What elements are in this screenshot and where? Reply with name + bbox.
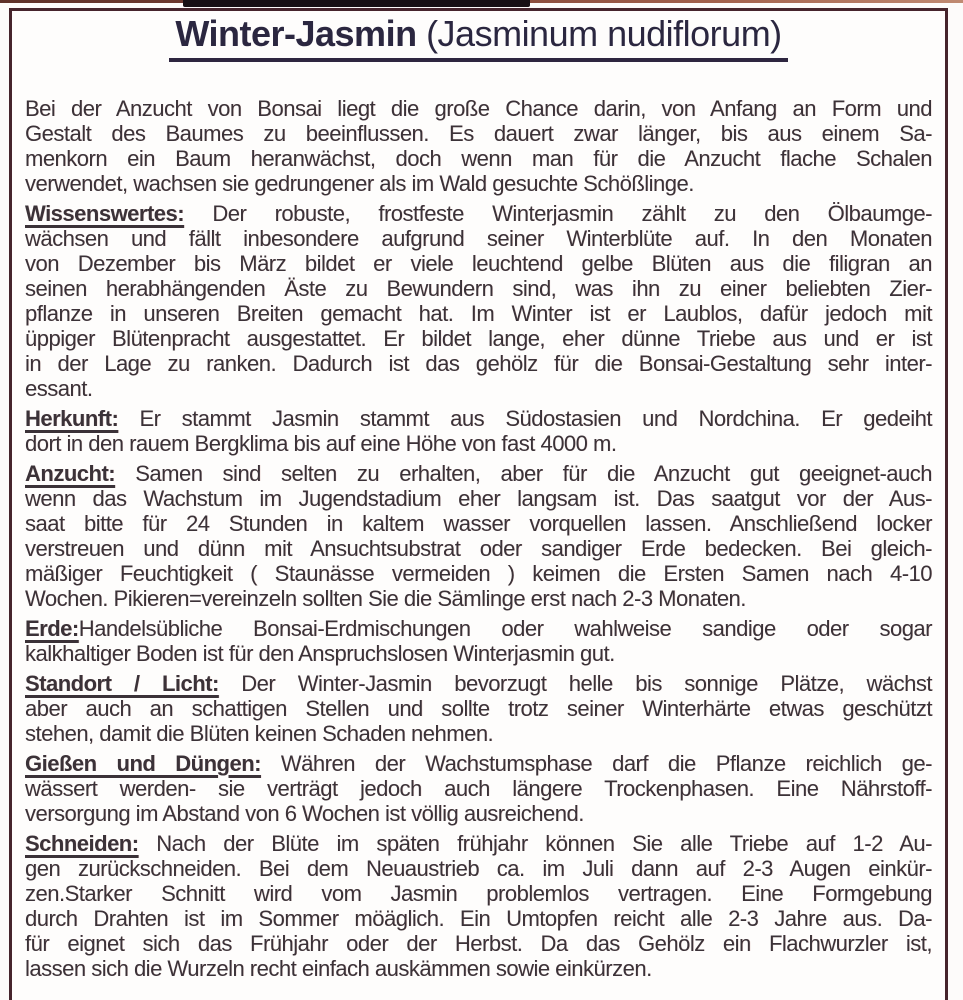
paragraph bbox=[25, 406, 932, 456]
document-frame bbox=[9, 8, 948, 1000]
text-line: Schneiden: Nach der Blüte im späten frühjahr können Sie alle Triebe auf 1-2 Au- bbox=[25, 831, 932, 856]
section-header: Anzucht: bbox=[25, 461, 116, 486]
text-line: versorgung im Abstand von 6 Wochen ist völlig ausreichend. bbox=[25, 801, 584, 826]
text-line: saat bitte für 24 Stunden in kaltem wasser vorquellen lassen. Anschließend locker bbox=[25, 511, 932, 536]
paragraph bbox=[25, 671, 932, 746]
paragraph bbox=[25, 201, 932, 401]
text-line: Anzucht: Samen sind selten zu erhalten, aber für die Anzucht gut geeignet-auch bbox=[25, 461, 932, 486]
document-body bbox=[25, 96, 932, 981]
title-latin-name: (Jasminum nudiflorum) bbox=[416, 13, 782, 54]
text-line: stehen, damit die Blüten keinen Schaden nehmen. bbox=[25, 721, 494, 746]
text-line: wässert werden- sie verträgt jedoch auch längere Trockenphasen. Eine Nährstoff- bbox=[25, 776, 932, 801]
section-header: Gießen und Düngen: bbox=[25, 751, 261, 776]
document-title bbox=[25, 13, 932, 62]
text-line: üppiger Blütenpracht ausgestattet. Er bildet lange, eher dünne Triebe aus und er ist bbox=[25, 326, 932, 351]
section-header: Wissenswertes: bbox=[25, 201, 185, 226]
paragraph bbox=[25, 96, 932, 196]
text-line: von Dezember bis März bildet er viele leuchtend gelbe Blüten aus die filigran an bbox=[25, 251, 932, 276]
text-line: seinen herabhängenden Äste zu Bewundern sind, was ihn zu einer beliebten Zier- bbox=[25, 276, 932, 301]
text-line: lassen sich die Wurzeln recht einfach auskämmen sowie einkürzen. bbox=[25, 956, 652, 981]
text-line: dort in den rauem Bergklima bis auf eine Höhe von fast 4000 m. bbox=[25, 431, 617, 456]
paragraph bbox=[25, 461, 932, 611]
paragraph bbox=[25, 751, 932, 826]
text-line: Herkunft: Er stammt Jasmin stammt aus Südostasien und Nordchina. Er gedeiht bbox=[25, 406, 932, 431]
text-line: für eignet sich das Frühjahr oder der Herbst. Da das Gehölz ein Flachwurzler ist, bbox=[25, 931, 932, 956]
section-header: Herkunft: bbox=[25, 406, 119, 431]
text-line: aber auch an schattigen Stellen und sollte trotz seiner Winterhärte etwas geschützt bbox=[25, 696, 932, 721]
text-line: Wissenswertes: Der robuste, frostfeste Winterjasmin zählt zu den Ölbaumge- bbox=[25, 201, 932, 226]
section-header: Erde: bbox=[25, 616, 79, 641]
text-line: Gestalt des Baumes zu beeinflussen. Es dauert zwar länger, bis aus einem Sa- bbox=[25, 121, 932, 146]
text-line: Gießen und Düngen: Währen der Wachstumsphase darf die Pflanze reichlich ge- bbox=[25, 751, 932, 776]
title-underline bbox=[169, 13, 787, 62]
text-line: mäßiger Feuchtigkeit ( Staunässe vermeiden ) keimen die Ersten Samen nach 4-10 bbox=[25, 561, 932, 586]
text-line: verwendet, wachsen sie gedrungener als im Wald gesuchte Schößlinge. bbox=[25, 171, 694, 196]
text-line: essant. bbox=[25, 376, 93, 401]
text-line: durch Drahten ist im Sommer möäglich. Ein Umtopfen reicht alle 2-3 Jahre aus. Da- bbox=[25, 906, 932, 931]
text-line: zen.Starker Schnitt wird vom Jasmin problemlos vertragen. Eine Formgebung bbox=[25, 881, 932, 906]
text-line: pflanze in unseren Breiten gemacht hat. Im Winter ist er Laublos, dafür jedoch mit bbox=[25, 301, 932, 326]
text-line: wenn das Wachstum im Jugendstadium eher langsam ist. Das saatgut vor der Aus- bbox=[25, 486, 932, 511]
text-line: menkorn ein Baum heranwächst, doch wenn man für die Anzucht flache Schalen bbox=[25, 146, 932, 171]
paragraph bbox=[25, 616, 932, 666]
text-line: kalkhaltiger Boden ist für den Anspruchslosen Winterjasmin gut. bbox=[25, 641, 615, 666]
text-line: Wochen. Pikieren=vereinzeln sollten Sie die Sämlinge erst nach 2-3 Monaten. bbox=[25, 586, 746, 611]
text-line: verstreuen und dünn mit Ansuchtsubstrat oder sandiger Erde bedecken. Bei gleich- bbox=[25, 536, 932, 561]
paragraph bbox=[25, 831, 932, 981]
text-line: wächsen und fällt inbesondere aufgrund seiner Winterblüte auf. In den Monaten bbox=[25, 226, 932, 251]
section-header: Standort / Licht: bbox=[25, 671, 219, 696]
section-header: Schneiden: bbox=[25, 831, 139, 856]
text-line: gen zurückschneiden. Bei dem Neuaustrieb ca. im Juli dann auf 2-3 Augen einkür- bbox=[25, 856, 932, 881]
text-line: Erde:Handelsübliche Bonsai-Erdmischungen oder wahlweise sandige oder sogar bbox=[25, 616, 932, 641]
title-plant-name: Winter-Jasmin bbox=[175, 13, 417, 54]
text-line: Bei der Anzucht von Bonsai liegt die große Chance darin, von Anfang an Form und bbox=[25, 96, 932, 121]
scan-artifact-bar bbox=[183, 0, 530, 7]
text-line: Standort / Licht: Der Winter-Jasmin bevorzugt helle bis sonnige Plätze, wächst bbox=[25, 671, 933, 696]
text-line: in der Lage zu ranken. Dadurch ist das gehölz für die Bonsai-Gestaltung sehr inter- bbox=[25, 351, 932, 376]
